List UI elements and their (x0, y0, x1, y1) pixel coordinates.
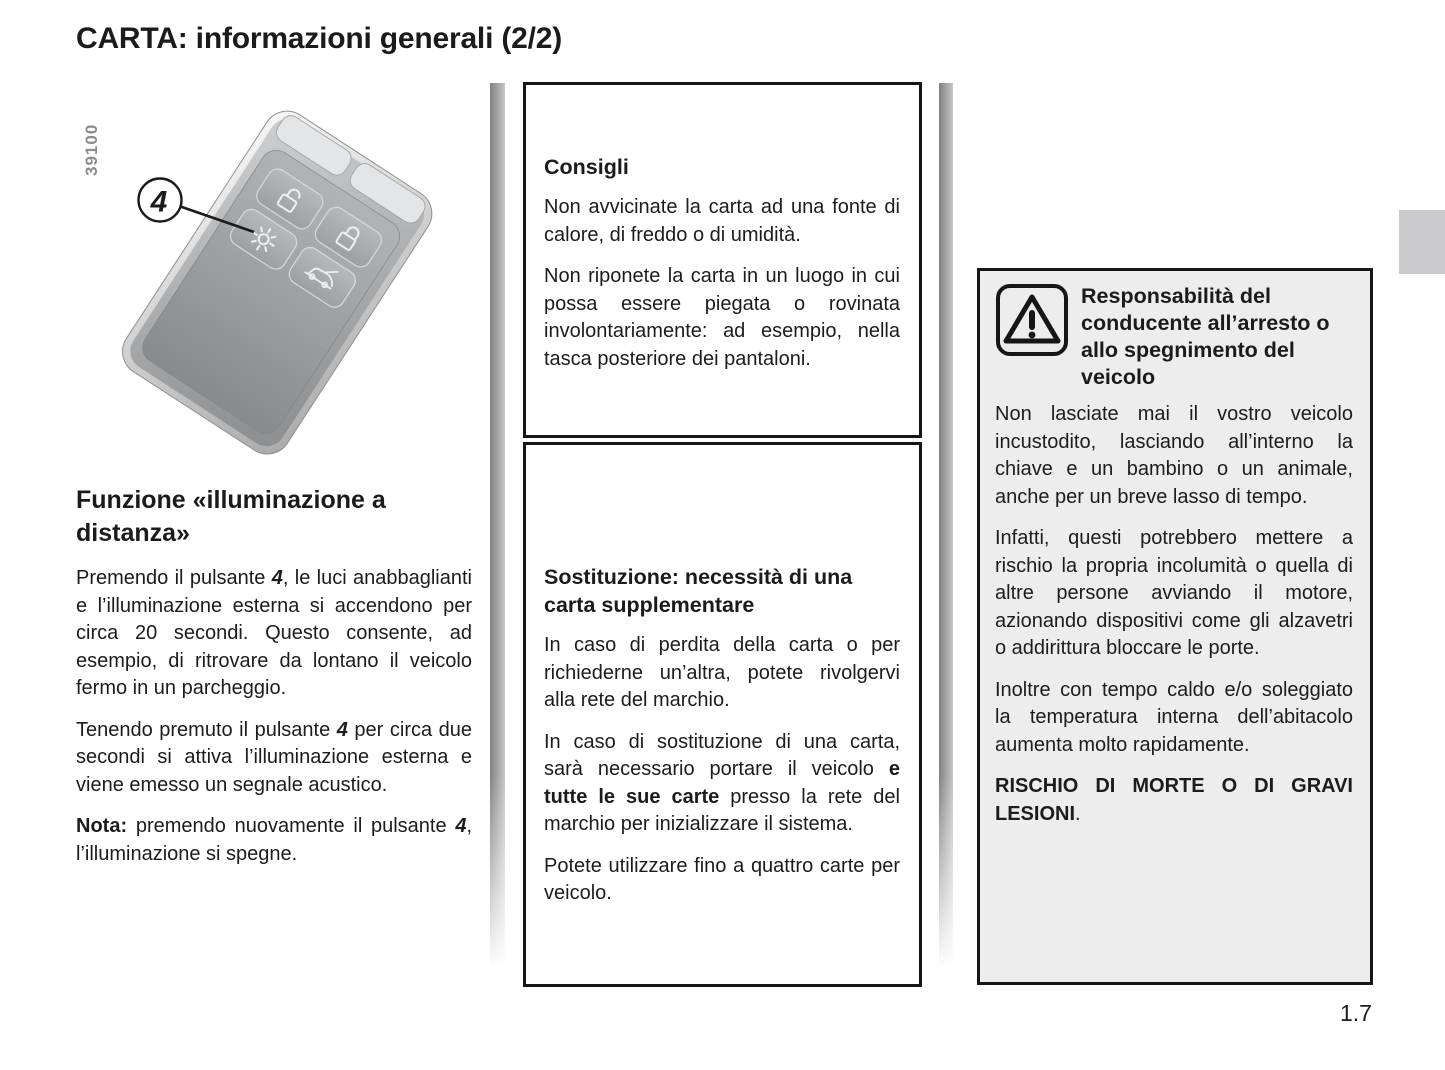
paragraph: In caso di sostituzione di una carta, sarà necessario portare il veicolo e tutte le sue carte presso la rete del marchio per inizializzare il sistema. (544, 730, 900, 835)
warning-box (977, 268, 1373, 985)
left-column (76, 484, 472, 882)
section-tab (1399, 210, 1445, 274)
paragraph: Non lasciate mai il vostro veicolo incustodito, lasciando all’interno la chiave e un bambino o un animale, anche per un breve lasso di tempo. (995, 403, 1353, 508)
key-card-illustration (75, 80, 495, 485)
section-heading: Funzione «illuminazione a distanza» (76, 486, 386, 547)
box-heading: Consigli (544, 155, 629, 179)
column-divider (939, 83, 953, 970)
paragraph: Nota: premendo nuovamente il pulsante 4, l’illuminazione si spegne. (76, 815, 472, 865)
paragraph: RISCHIO DI MORTE O DI GRAVI LESIONI. (995, 775, 1353, 825)
paragraph: Tenendo premuto il pulsante 4 per circa due secondi si attiva l’illuminazione esterna e viene emesso un segnale acustico. (76, 718, 473, 796)
box-heading: Responsabilità del conducente all’arresto o allo spegnimento del veicolo (1081, 284, 1330, 389)
paragraph: Infatti, questi potrebbero mettere a rischio la propria incolumità o quella di altre persone avviando il motore, azionando dispositivi come gli alzavetri o addirittura bloccare le porte. (995, 527, 1353, 659)
paragraph: Potete utilizzare fino a quattro carte per veicolo. (544, 854, 900, 904)
advice-box (523, 82, 922, 438)
page-number: 1.7 (1340, 1000, 1372, 1026)
paragraph: Non avvicinate la carta ad una fonte di calore, di freddo o di umidità. (544, 196, 900, 246)
figure-number: 39100 (82, 123, 101, 176)
callout-number: 4 (150, 185, 168, 219)
box-heading: Sostituzione: necessità di una carta supplementare (544, 565, 853, 617)
paragraph: Premendo il pulsante 4, le luci anabbaglianti e l’illuminazione esterna si accendono per circa 20 secondi. Questo consente, ad esempio, di ritrovare da lontano il veicolo fermo in un parcheggio. (76, 567, 473, 699)
warning-icon (995, 283, 1069, 357)
key-card-body (113, 102, 441, 463)
warning-header (995, 281, 1353, 391)
replacement-box (523, 442, 922, 987)
page-title: CARTA: informazioni generali (2/2) (76, 22, 563, 55)
paragraph: Inoltre con tempo caldo e/o soleggiato la temperatura interna dell’abitacolo aumenta molto rapidamente. (995, 678, 1353, 756)
paragraph: Non riponete la carta in un luogo in cui possa essere piegata o rovinata involontariamente: ad esempio, nella tasca posteriore dei pantaloni. (544, 265, 900, 370)
paragraph: In caso di perdita della carta o per richiederne un’altra, potete rivolgervi alla rete del marchio. (544, 634, 900, 711)
column-divider (490, 83, 505, 970)
